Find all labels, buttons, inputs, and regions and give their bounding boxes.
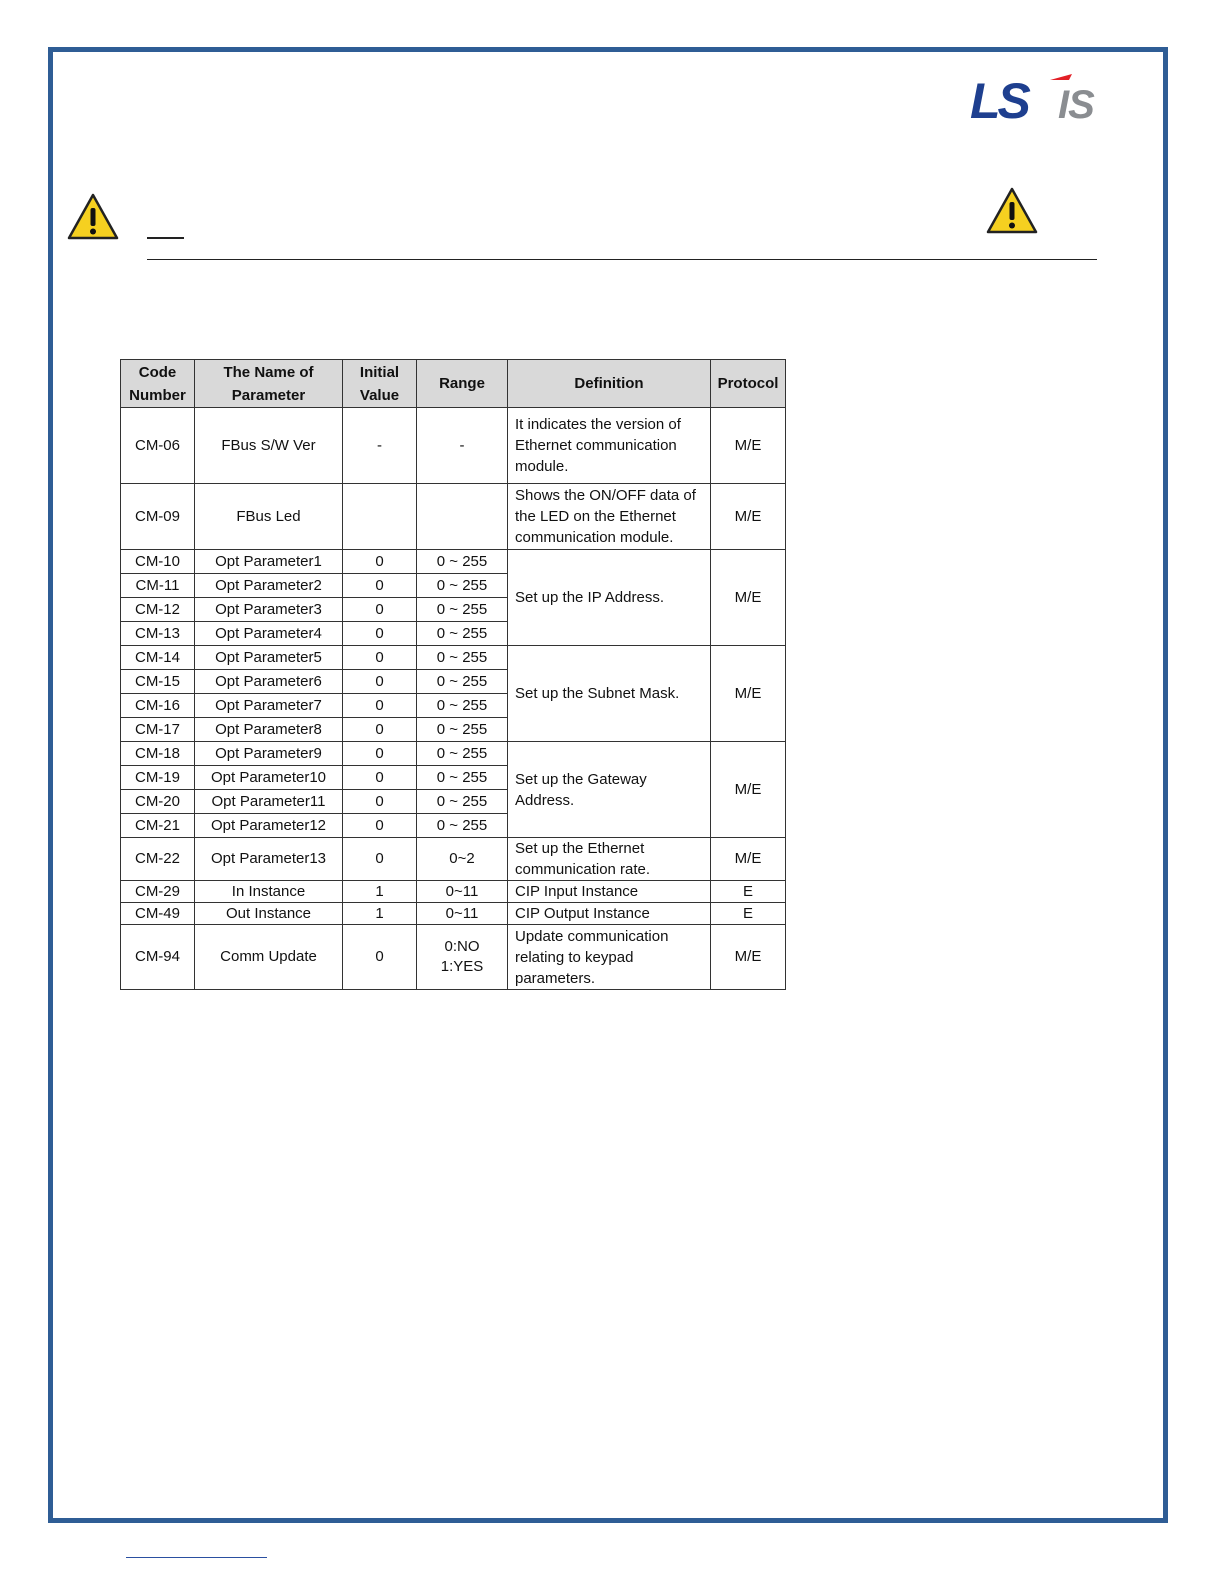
cell-protocol-gateway: M/E [711, 742, 786, 838]
cell-initial: 0 [343, 646, 417, 670]
cell-range [417, 484, 508, 550]
cell-range [417, 925, 508, 990]
table-row [121, 838, 786, 881]
cell-name: Opt Parameter8 [195, 718, 343, 742]
cell-initial: 0 [343, 814, 417, 838]
cell-code: CM-09 [121, 484, 195, 550]
cell-definition: Update communication relating to keypad parameters. [508, 925, 711, 990]
svg-text:LS: LS [970, 73, 1028, 129]
cell-range: 0 ~ 255 [417, 790, 508, 814]
cell-definition-subnet: Set up the Subnet Mask. [508, 646, 711, 742]
cell-definition-gateway: Set up the Gateway Address. [508, 742, 711, 838]
warning-triangle-icon [66, 192, 120, 242]
cell-name: FBus Led [195, 484, 343, 550]
cell-name: Out Instance [195, 903, 343, 925]
cell-range: 0 ~ 255 [417, 646, 508, 670]
cell-protocol-subnet: M/E [711, 646, 786, 742]
cell-code: CM-94 [121, 925, 195, 990]
lsis-logo [968, 70, 1116, 130]
range-line-no: 0:NO [444, 938, 480, 955]
cell-code: CM-12 [121, 598, 195, 622]
cell-initial: 0 [343, 550, 417, 574]
cell-definition: Set up the Ethernet communication rate. [508, 838, 711, 881]
cell-code: CM-13 [121, 622, 195, 646]
header-protocol: Protocol [711, 360, 786, 408]
cell-name: Opt Parameter5 [195, 646, 343, 670]
cell-protocol: M/E [711, 408, 786, 484]
cell-initial: - [343, 408, 417, 484]
cell-protocol: M/E [711, 925, 786, 990]
header-initial: Initial Value [343, 360, 417, 408]
cell-name: Opt Parameter11 [195, 790, 343, 814]
parameter-table [120, 359, 786, 990]
short-rule [147, 237, 184, 239]
cell-initial: 0 [343, 838, 417, 881]
cell-code: CM-21 [121, 814, 195, 838]
cell-name: Opt Parameter12 [195, 814, 343, 838]
cell-protocol: E [711, 881, 786, 903]
cell-range: 0~2 [417, 838, 508, 881]
cell-definition: It indicates the version of Ethernet communication module. [508, 408, 711, 484]
cell-range: 0 ~ 255 [417, 766, 508, 790]
cell-code: CM-06 [121, 408, 195, 484]
cell-code: CM-22 [121, 838, 195, 881]
cell-definition: Shows the ON/OFF data of the LED on the Ethernet communication module. [508, 484, 711, 550]
cell-name: FBus S/W Ver [195, 408, 343, 484]
cell-definition-ip: Set up the IP Address. [508, 550, 711, 646]
cell-initial: 0 [343, 694, 417, 718]
cell-code: CM-29 [121, 881, 195, 903]
cell-initial: 1 [343, 903, 417, 925]
cell-initial: 0 [343, 598, 417, 622]
cell-range: 0 ~ 255 [417, 670, 508, 694]
svg-text:IS: IS [1058, 83, 1094, 127]
cell-protocol-ip: M/E [711, 550, 786, 646]
cell-initial: 0 [343, 718, 417, 742]
cell-code: CM-20 [121, 790, 195, 814]
cell-initial: 0 [343, 790, 417, 814]
table-row [121, 646, 786, 670]
cell-name: Opt Parameter13 [195, 838, 343, 881]
cell-initial [343, 484, 417, 550]
footer-link-underline[interactable] [126, 1557, 267, 1558]
cell-protocol: M/E [711, 484, 786, 550]
warning-triangle-icon [985, 186, 1039, 236]
cell-code: CM-11 [121, 574, 195, 598]
cell-name: Opt Parameter1 [195, 550, 343, 574]
cell-initial: 0 [343, 670, 417, 694]
cell-protocol: E [711, 903, 786, 925]
cell-code: CM-10 [121, 550, 195, 574]
header-range: Range [417, 360, 508, 408]
cell-initial: 0 [343, 742, 417, 766]
cell-initial: 1 [343, 881, 417, 903]
cell-definition: CIP Input Instance [508, 881, 711, 903]
cell-initial: 0 [343, 766, 417, 790]
cell-range: 0~11 [417, 903, 508, 925]
cell-name: Opt Parameter9 [195, 742, 343, 766]
cell-code: CM-19 [121, 766, 195, 790]
header-code: Code Number [121, 360, 195, 408]
cell-name: Opt Parameter3 [195, 598, 343, 622]
cell-range: 0~11 [417, 881, 508, 903]
cell-name: Opt Parameter10 [195, 766, 343, 790]
header-rule [147, 259, 1097, 260]
cell-code: CM-49 [121, 903, 195, 925]
cell-range: 0 ~ 255 [417, 574, 508, 598]
cell-range: 0 ~ 255 [417, 550, 508, 574]
cell-code: CM-15 [121, 670, 195, 694]
cell-code: CM-14 [121, 646, 195, 670]
cell-name: Opt Parameter6 [195, 670, 343, 694]
cell-range: 0 ~ 255 [417, 718, 508, 742]
cell-code: CM-17 [121, 718, 195, 742]
cell-name: Opt Parameter2 [195, 574, 343, 598]
cell-definition: CIP Output Instance [508, 903, 711, 925]
table-row [121, 881, 786, 903]
table-row [121, 550, 786, 574]
cell-range: 0 ~ 255 [417, 694, 508, 718]
cell-range: 0 ~ 255 [417, 622, 508, 646]
table-row [121, 484, 786, 550]
cell-name: Opt Parameter7 [195, 694, 343, 718]
cell-name: Comm Update [195, 925, 343, 990]
cell-code: CM-18 [121, 742, 195, 766]
cell-name: Opt Parameter4 [195, 622, 343, 646]
table-row [121, 408, 786, 484]
cell-protocol: M/E [711, 838, 786, 881]
cell-initial: 0 [343, 622, 417, 646]
cell-range: 0 ~ 255 [417, 598, 508, 622]
header-definition: Definition [508, 360, 711, 408]
table-row [121, 742, 786, 766]
range-line-yes: 1:YES [440, 958, 484, 975]
cell-range: - [417, 408, 508, 484]
cell-range: 0 ~ 255 [417, 742, 508, 766]
cell-initial: 0 [343, 574, 417, 598]
cell-initial: 0 [343, 925, 417, 990]
cell-name: In Instance [195, 881, 343, 903]
header-name: The Name of Parameter [195, 360, 343, 408]
cell-range: 0 ~ 255 [417, 814, 508, 838]
table-row [121, 925, 786, 990]
table-row [121, 903, 786, 925]
cell-code: CM-16 [121, 694, 195, 718]
table-header-row [121, 360, 786, 408]
